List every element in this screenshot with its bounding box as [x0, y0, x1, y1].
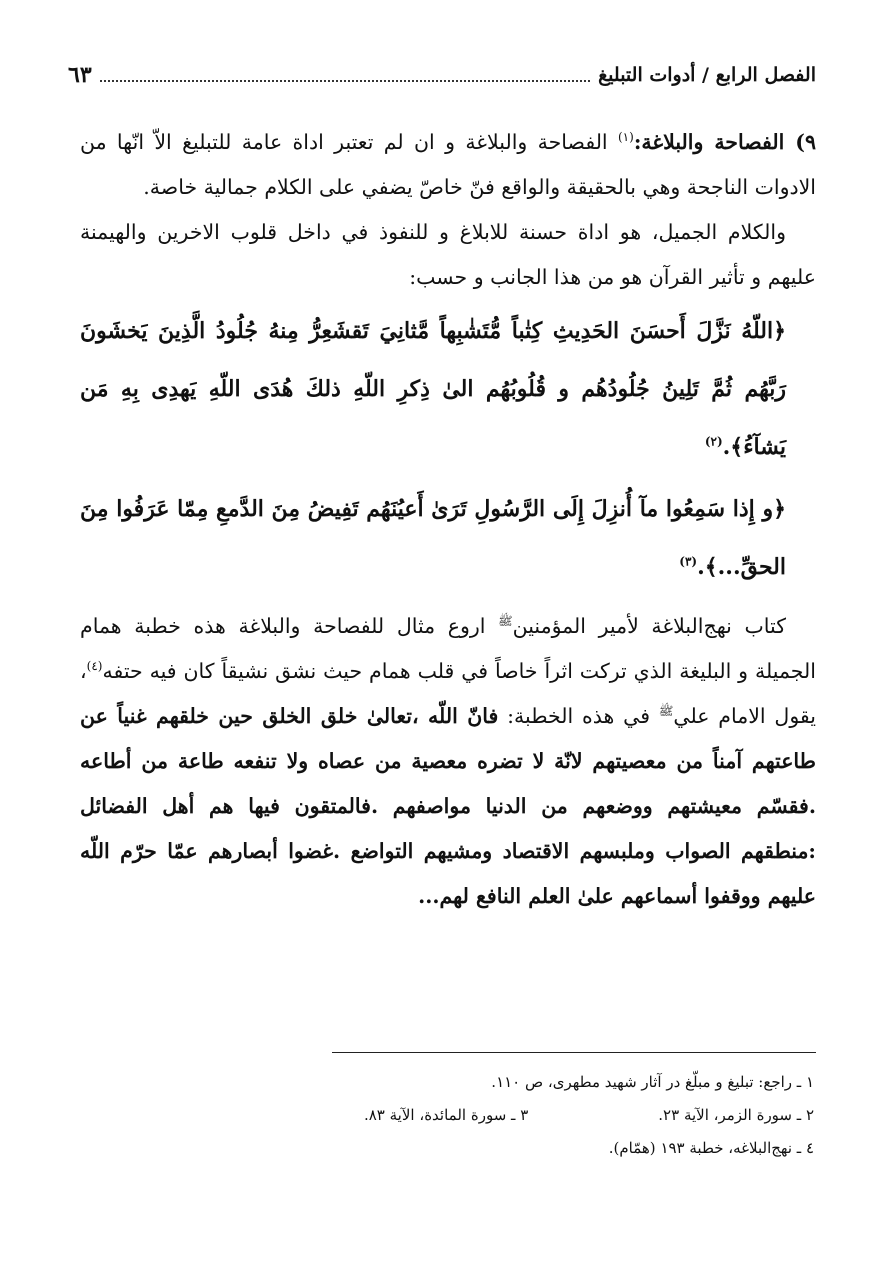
paragraph-1: والكلام الجميل، هو اداة حسنة للابلاغ و للنفوذ في داخل قلوب الاخرين والهيمنة عليهم و تأثير القرآن هو من هذا الجانب و حسب:	[80, 220, 816, 289]
quran-quote-1	[80, 302, 816, 476]
running-header	[68, 58, 816, 92]
footnote-1	[80, 1066, 814, 1099]
footnote-3: ٣ ـ سورة المائدة، الآية ٨٣.	[363, 1106, 529, 1124]
honorific-symbol: ﷺ	[498, 614, 513, 629]
chapter-title: الفصل الرابع / أدوات التبليغ	[598, 64, 816, 86]
paragraph-2-text-b: اروع مثال للفصاحة والبلاغة هذه خطبة همام الجميلة و البليغة الذي تركت اثراً خاصاً في قلب همام حيث نشق نشيقاً كان فيه حتفه	[80, 614, 816, 683]
footnote-row-2-3	[80, 1099, 814, 1132]
paragraph-2	[80, 604, 816, 919]
main-text	[80, 120, 816, 919]
page-number: ٦٣	[68, 62, 92, 88]
section-heading: ٩) الفصاحة والبلاغة:	[633, 130, 816, 154]
footnote-ref-2[interactable]: (٢)	[704, 434, 723, 449]
footnote-ref-3[interactable]: (٣)	[679, 554, 698, 569]
spacer	[528, 1099, 658, 1132]
footnote-2: ٢ ـ سورة الزمر، الآية ٢٣.	[658, 1106, 814, 1124]
paragraph-2-text-a: كتاب نهج‌البلاغة لأمير المؤمنين	[512, 614, 786, 638]
sermon-quote: فانّ اللّه ،تعالیٰ خلق الخلق حين خلقهم غنياً عن طاعتهم آمناً من معصيتهم لانّة لا تضره معصية من عصاه ولا تنفعه طاعة من أطاعه .فقسّم معيشتهم ووضعهم من الدنيا مواصفهم .فالمتقون فيها هم أهل الفضائل :منطقهم الصواب وملبسهم الاقتصاد ومشيهم التواضع .غضوا أبصارهم عمّا حرّم اللّه عليهم ووقفوا أسماعهم علیٰ العلم النافع لهم...	[80, 704, 816, 908]
leader-dots	[100, 68, 590, 82]
footnote-4-text: ٤ ـ نهج‌البلاغه، خطبة ١٩٣ (همّام).	[608, 1139, 814, 1157]
footnote-1-text: ١ ـ راجع: تبليغ و مبلّغ در آثار شهيد مطهری، ص ١١٠.	[491, 1073, 814, 1091]
quran-quote-2	[80, 480, 816, 596]
footnote-ref-4[interactable]: (٤)	[86, 659, 103, 674]
intro-text: الفصاحة والبلاغة و ان لم تعتبر اداة عامة للتبليغ الاّ انّها من الادوات الناجحة وهي بالحقيقة والواقع فنّ خاصّ يضفي على الكلام جمالية خاصة.	[80, 130, 816, 199]
footnote-separator	[332, 1052, 816, 1053]
paragraph-2-text-d: في هذه الخطبة:	[498, 704, 659, 728]
quote-text: ﴿اللّهُ نَزَّلَ أَحسَنَ الحَدِيثِ كِتٰباً مُّتَشٰبِهاً مَّثانِيَ تَقشَعِرُّ مِنهُ جُلُودُ الَّذِينَ يَخشَونَ رَبَّهُم ثُمَّ تَلِينُ جُلُودُهُم و قُلُوبُهُم الیٰ ذِكرِ اللّهِ ذلكَ هُدَی اللّهِ يَهدِی بِهِ مَن يَشآءُ﴾.	[80, 318, 786, 460]
footnote-4	[80, 1132, 814, 1165]
footnotes	[80, 1066, 814, 1165]
honorific-symbol: ﷺ	[658, 704, 674, 719]
paragraph-2-text-c: ، يقول الامام علي	[80, 659, 816, 728]
quote-text: ﴿و إِذا سَمِعُوا مآ أُنزِلَ إِلَى الرَّسُولِ تَرَیٰ أَعيُنَهُم تَفِيضُ مِنَ الدَّمعِ مِمّا عَرَفُوا مِنَ الحقِّ...﴾.	[80, 496, 786, 580]
footnote-ref-1[interactable]: (١)	[617, 130, 634, 145]
section-intro	[80, 120, 816, 210]
